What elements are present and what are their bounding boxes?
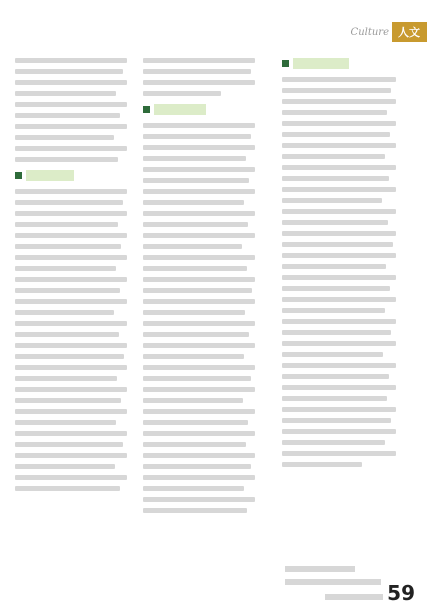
- article-column-3: [282, 52, 396, 562]
- subheading-3: [282, 58, 396, 69]
- section-header: [351, 22, 427, 42]
- square-icon: [15, 172, 22, 179]
- section-label-cn: 人文: [392, 22, 427, 42]
- paragraph: [143, 123, 255, 513]
- article-column-2: [143, 52, 255, 562]
- paragraph: [15, 58, 127, 162]
- page-number: 59: [387, 581, 415, 605]
- subheading-1: [15, 170, 127, 181]
- paragraph: [15, 189, 127, 491]
- section-label-en: Culture: [350, 26, 389, 38]
- page-footer: [325, 581, 415, 605]
- paragraph: [282, 77, 396, 467]
- subheading-2: [143, 104, 255, 115]
- article-column-1: [15, 52, 127, 562]
- journal-info: [325, 593, 383, 603]
- paragraph: [143, 58, 255, 96]
- square-icon: [143, 106, 150, 113]
- square-icon: [282, 60, 289, 67]
